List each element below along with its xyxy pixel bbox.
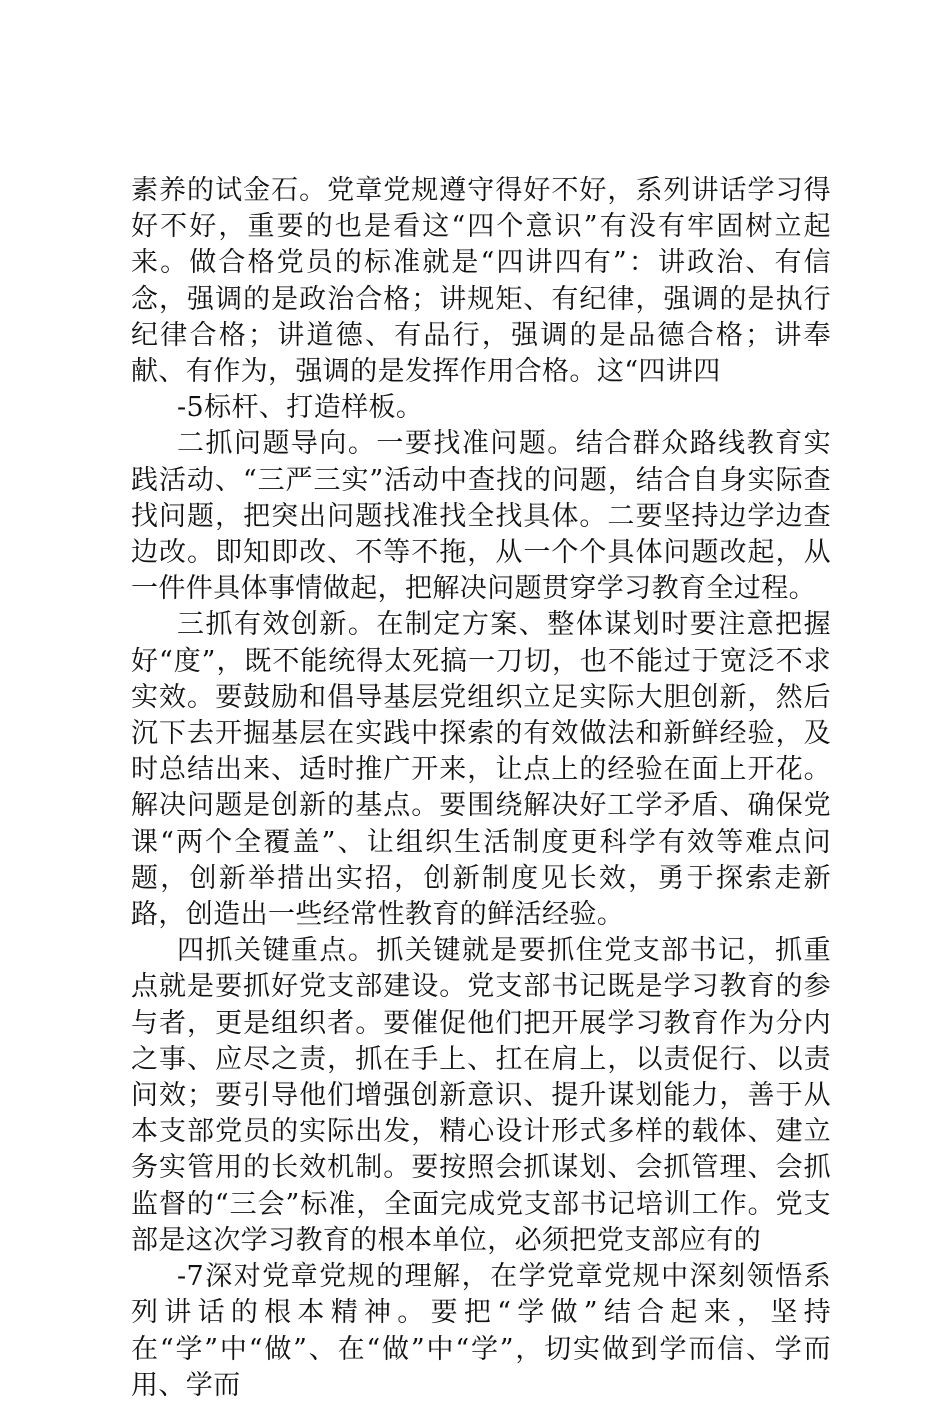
paragraph-continuation: 素养的试金石。党章党规遵守得好不好，系列讲话学习得好不好，重要的也是看这“四个意识”有没有牢固树立起来。做合格党员的标准就是“四讲四有”：讲政治、有信念，强调的是政治合格；讲规矩、有纪律，强调的是执行纪律合格；讲道德、有品行，强调的是品德合格；讲奉献、有作为，强调的是发挥作用合格。这“四讲四 <box>131 175 831 388</box>
paragraph-problem-orientation: 二抓问题导向。一要找准问题。结合群众路线教育实践活动、“三严三实”活动中查找的问题，结合自身实际查找问题，把突出问题找准找全找具体。二要坚持边学边查边改。即知即改、不等不拖，从一个个具体问题改起，从一件件具体事情做起，把解决问题贯穿学习教育全过程。 <box>131 428 831 605</box>
document-body <box>131 173 831 1404</box>
paragraph-fragment-page-5: -5标杆、打造样板。 <box>177 392 424 424</box>
paragraph-effective-innovation: 三抓有效创新。在制定方案、整体谋划时要注意把握好“度”，既不能统得太死搞一刀切，也不能过于宽泛不求实效。要鼓励和倡导基层党组织立足实际大胆创新，然后沉下去开掘基层在实践中探索的有效做法和新鲜经验，及时总结出来、适时推广开来，让点上的经验在面上开花。解决问题是创新的基点。要围绕解决好工学矛盾、确保党课“两个全覆盖”、让组织生活制度更科学有效等难点问题，创新举措出实招，创新制度见长效，勇于探索走新路，创造出一些经常性教育的鲜活经验。 <box>131 609 831 931</box>
paragraph-key-points: 四抓关键重点。抓关键就是要抓住党支部书记，抓重点就是要抓好党支部建设。党支部书记既是学习教育的参与者，更是组织者。要催促他们把开展学习教育作为分内之事、应尽之责，抓在手上、扛在肩上，以责促行、以责问效；要引导他们增强创新意识、提升谋划能力，善于从本支部党员的实际出发，精心设计形式多样的载体、建立务实管用的长效机制。要按照会抓谋划、会抓管理、会抓监督的“三会”标准，全面完成党支部书记培训工作。党支部是这次学习教育的根本单位，必须把党支部应有的 <box>131 935 831 1256</box>
paragraph-fragment-page-7: -7深对党章党规的理解，在学党章党规中深刻领悟系列讲话的根本精神。要把“学做”结合起来，坚持在“学”中“做”、在“做”中“学”，切实做到学而信、学而用、学而 <box>131 1261 831 1401</box>
